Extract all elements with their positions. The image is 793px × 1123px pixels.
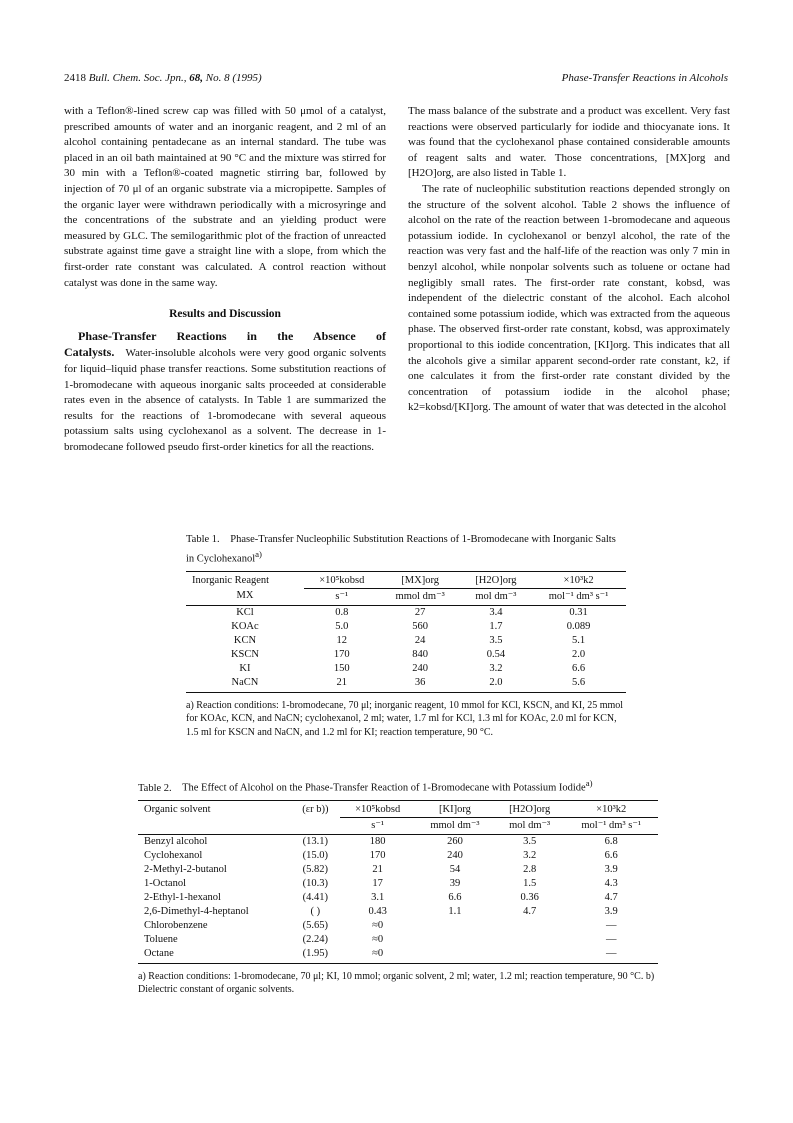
table-cell: 39	[449, 878, 461, 889]
journal-name: Bull. Chem. Soc. Jpn.,	[88, 72, 187, 84]
section-heading: Results and Discussion	[169, 308, 281, 321]
table-cell: KCN	[233, 635, 257, 646]
table-cell: 240	[447, 850, 463, 861]
page-header	[64, 72, 728, 88]
table-cell: 2,6-Dimethyl-4-heptanol	[144, 906, 249, 917]
table-1	[186, 533, 626, 739]
table-cell: 840	[412, 649, 429, 660]
table-1-unit-cell: s⁻¹	[304, 588, 380, 605]
table-1-unit-cell: mol⁻¹ dm³ s⁻¹	[531, 588, 626, 605]
table-row	[138, 933, 658, 947]
table-1-header-cell: ×10⁵kobsd	[304, 571, 380, 588]
table-cell: 21	[372, 864, 383, 875]
table-1-title: Phase-Transfer Nucleophilic Substitution Reactions of 1-Bromodecane with Inorganic Salts in Cyclohexanol	[186, 534, 616, 565]
table-cell: 3.2	[489, 663, 503, 674]
table-cell: 5.6	[531, 676, 626, 693]
table-cell: 0.43	[368, 906, 387, 917]
table-2-unit-cell	[138, 817, 290, 834]
table-row	[138, 849, 658, 863]
table-cell: 1.7	[489, 621, 503, 632]
table-row	[138, 919, 658, 933]
table-cell: 3.5	[523, 836, 537, 847]
table-cell: 2.0	[572, 649, 586, 660]
table-2-units-row	[138, 817, 658, 834]
table-cell: 6.6	[572, 663, 586, 674]
table-cell: 5.1	[572, 635, 586, 646]
results-paragraph-text: Water-insoluble alcohols were very good organic solvents for liquid–liquid phase transfer reactions. Some substitution reactions of 1-bromodecane with aqueous inorganic salts proceeded at considerable rates even in the absence of catalysts. In Table 1 are summarized the results for the reactions of 1-bromodecane with several aqueous potassium salts using cyclohexanol as a solvent. The decrease in 1-bromodecane followed pseudo first-order kinetics for all the reactions.	[64, 347, 386, 453]
table-cell: 3.5	[489, 635, 503, 646]
table-1-unit-cell: mol dm⁻³	[461, 588, 531, 605]
table-cell: 6.8	[604, 836, 618, 847]
table-2-header-cell: [KI]org	[415, 800, 495, 817]
table-2-title: The Effect of Alcohol on the Phase-Transfer Reaction of 1-Bromodecane with Potassium Iodide	[182, 782, 586, 794]
right-column	[408, 104, 730, 416]
table-cell: 1.1	[448, 906, 462, 917]
table-cell: 150	[333, 663, 350, 674]
table-cell	[415, 933, 495, 947]
table-1-header-cell: Inorganic Reagent	[186, 571, 304, 588]
table-cell: 3.2	[523, 850, 537, 861]
table-1-header-cell: [MX]org	[380, 571, 461, 588]
table-cell: (1.95)	[290, 947, 340, 964]
table-cell: 5.0	[335, 621, 349, 632]
table-row	[186, 620, 626, 634]
table-cell: 0.54	[486, 649, 506, 660]
table-cell: 3.9	[604, 906, 618, 917]
table-cell	[415, 947, 495, 964]
table-cell: (5.82)	[302, 864, 329, 875]
table-cell: NaCN	[186, 676, 304, 693]
table-2-header-row	[138, 800, 658, 817]
table-1-footnote: a) Reaction conditions: 1-bromodecane, 70 μl; inorganic reagent, 10 mmol for KCl, KSCN, and KI, 25 mmol for KOAc, KCN, and NaCN; cyclohexanol, 2 ml; water, 1.7 ml for KCl, 1.3 ml for KOAc, 2.0 ml for KCN, 1.5 ml for KSCN and NaCN, and 1.2 ml for KI; reaction temperature, 90 °C.	[186, 699, 624, 738]
table-cell: Octane	[138, 947, 290, 964]
mass-balance-paragraph: The mass balance of the substrate and a product was excellent. Very fast reactions were observed particularly for iodide and thiocyanate ions. It was found that the cyclohexanol phase contained considerable amounts of reagent salts and water. Those concentrations, [MX]org and [H2O]org, are also listed in Table 1.	[408, 105, 730, 180]
table-2-footnote: a) Reaction conditions: 1-bromodecane, 70 μl; KI, 10 mmol; organic solvent, 2 ml; water, 1.2 ml; reaction temperature, 90 °C. b) Dielectric constant of organic solvents.	[138, 970, 655, 995]
table-cell: —	[564, 947, 658, 964]
table-2-header-cell: ×10³k2	[564, 800, 658, 817]
table-cell: Benzyl alcohol	[144, 836, 208, 847]
table-2-unit-cell: mol dm⁻³	[495, 817, 564, 834]
table-cell: 3.9	[604, 864, 618, 875]
table-cell: 6.6	[448, 892, 462, 903]
table-cell	[495, 933, 564, 947]
table-cell: KCl	[236, 607, 254, 618]
table-cell: 2.8	[523, 864, 537, 875]
table-cell: 6.6	[604, 850, 618, 861]
table-cell: 2-Methyl-2-butanol	[144, 864, 227, 875]
table-row	[138, 891, 658, 905]
table-2-unit-cell: mmol dm⁻³	[415, 817, 495, 834]
table-cell	[495, 947, 564, 964]
table-row	[138, 905, 658, 919]
table-cell: (13.1)	[302, 836, 329, 847]
table-2-header-cell: (εr b))	[290, 800, 340, 817]
table-1-unit-cell: mmol dm⁻³	[380, 588, 461, 605]
table-cell	[415, 919, 495, 933]
table-cell: ≈0	[372, 934, 384, 945]
subsection-heading: Phase-Transfer Reactions in the Absence of Catalysts.	[64, 328, 386, 360]
table-1-header-cell: [H2O]org	[461, 571, 531, 588]
table-2-unit-cell: s⁻¹	[340, 817, 415, 834]
table-cell: 4.7	[604, 892, 618, 903]
table-2-unit-cell: mol⁻¹ dm³ s⁻¹	[564, 817, 658, 834]
table-cell: —	[605, 934, 617, 945]
table-cell: Chlorobenzene	[144, 920, 208, 931]
table-row	[186, 634, 626, 648]
table-cell: 4.7	[523, 906, 537, 917]
table-cell: 17	[372, 878, 383, 889]
table-cell: —	[605, 920, 617, 931]
running-title: Phase-Transfer Reactions in Alcohols	[561, 72, 728, 84]
table-1-unit-cell: MX	[186, 588, 304, 605]
table-cell: 170	[333, 649, 350, 660]
table-cell: 0.8	[335, 607, 349, 618]
table-cell: (5.65)	[302, 920, 329, 931]
header-left	[64, 72, 262, 84]
table-cell: 36	[380, 676, 461, 693]
table-1-grid	[186, 571, 626, 693]
table-2-header-cell: ×10⁵kobsd	[340, 800, 415, 817]
table-cell: ( )	[310, 906, 321, 917]
table-1-header-cell: ×10³k2	[531, 571, 626, 588]
table-1-caption	[186, 533, 626, 567]
table-2-header-cell: Organic solvent	[138, 800, 290, 817]
table-row	[186, 605, 626, 620]
table-cell: 240	[412, 663, 429, 674]
table-cell	[495, 919, 564, 933]
table-cell: 2-Ethyl-1-hexanol	[144, 892, 221, 903]
table-2-grid	[138, 800, 658, 964]
table-2-caption	[138, 776, 658, 796]
table-cell: 2.0	[461, 676, 531, 693]
table-row	[138, 863, 658, 877]
journal-volume: 68,	[189, 72, 204, 84]
table-2	[138, 776, 658, 997]
table-2-unit-cell	[290, 817, 340, 834]
journal-issue: No. 8 (1995)	[205, 72, 262, 84]
left-column	[64, 104, 386, 455]
table-1-units-row	[186, 588, 626, 605]
table-cell: 260	[447, 836, 463, 847]
table-cell: 0.089	[566, 621, 591, 632]
table-1-header-row	[186, 571, 626, 588]
table-cell: (10.3)	[302, 878, 329, 889]
table-cell: Cyclohexanol	[144, 850, 203, 861]
table-cell: ≈0	[340, 947, 415, 964]
table-cell: KI	[239, 663, 251, 674]
table-cell: (15.0)	[302, 850, 329, 861]
table-cell: 21	[304, 676, 380, 693]
table-row	[138, 947, 658, 964]
table-cell: KOAc	[231, 621, 259, 632]
table-cell: 1.5	[523, 878, 537, 889]
table-cell: 12	[336, 635, 348, 646]
table-cell: 560	[412, 621, 429, 632]
table-cell: 24	[414, 635, 426, 646]
results-paragraph	[64, 329, 386, 456]
alcohol-effect-paragraph: The rate of nucleophilic substitution reactions depended strongly on the structure of the solvent alcohol. Table 2 shows the influence of alcohol on the rate of the reaction between 1-bromodecane and aqueous potassium iodide. In cyclohexanol or benzyl alcohol, the rate of the reaction was very fast and the half-life of the reaction was only 7 min in benzyl alcohol, while nonpolar solvents such as toluene or octane had negligibly small rates. The first-order rate constant, kobsd, was independent of the dielectric constant of the alcohol. Each alcohol contained some potassium iodide, which was extracted from the aqueous phase. The observed first-order rate constant, kobsd, was approximately proportional to this iodide concentration, [KI]org. This indicates that all the alcohols give a similar apparent second-order rate constant, k2, if one calculates it from the first-order rate constant divided by the concentration of potassium iodide in the alcohol phase; k2=kobsd/[KI]org. The amount of water that was detected in the alcohol	[408, 182, 730, 414]
table-cell: 180	[369, 836, 386, 847]
methods-paragraph: with a Teflon®-lined screw cap was filled with 50 μmol of a catalyst, prescribed amounts of water and an inorganic reagent, and 2 ml of an alcohol containing pentadecane as an internal standard. The tube was placed in an oil bath maintained at 90 °C and the mixture was stirred for 30 min with a Teflon®-coated magnetic stirring bar, followed by injection of 70 μl of an organic substrate via a micropipette. Samples of the organic layer were withdrawn periodically with a microsyringe and the concentrations of the substrate and an yielding product were measured by GLC. The semilogarithmic plot of the fraction of unreacted substrate against time gave a straight line with a slope, from which the first-order rate constant was calculated. A control reaction without catalyst was done in the same way.	[64, 105, 386, 289]
table-2-caption-note: a)	[585, 778, 593, 788]
table-cell: 3.1	[371, 892, 385, 903]
table-2-header-cell: [H2O]org	[495, 800, 564, 817]
table-cell: (4.41)	[302, 892, 329, 903]
table-row	[138, 834, 658, 849]
table-cell: (2.24)	[302, 934, 329, 945]
table-row	[186, 662, 626, 676]
table-1-caption-note: a)	[255, 549, 262, 559]
table-cell: 0.36	[520, 892, 539, 903]
table-cell: 54	[449, 864, 461, 875]
table-row	[186, 676, 626, 693]
table-cell: 4.3	[604, 878, 618, 889]
table-cell: Toluene	[144, 934, 178, 945]
table-1-label: Table 1.	[186, 534, 220, 545]
table-2-label: Table 2.	[138, 782, 172, 794]
table-cell: ≈0	[372, 920, 384, 931]
table-cell: KSCN	[230, 649, 259, 660]
table-cell: 170	[369, 850, 386, 861]
table-cell: 0.31	[569, 607, 588, 618]
table-cell: 27	[414, 607, 426, 618]
table-row	[138, 877, 658, 891]
table-row	[186, 648, 626, 662]
table-cell: 3.4	[489, 607, 503, 618]
table-cell: 1-Octanol	[144, 878, 186, 889]
page-number: 2418	[64, 72, 86, 84]
